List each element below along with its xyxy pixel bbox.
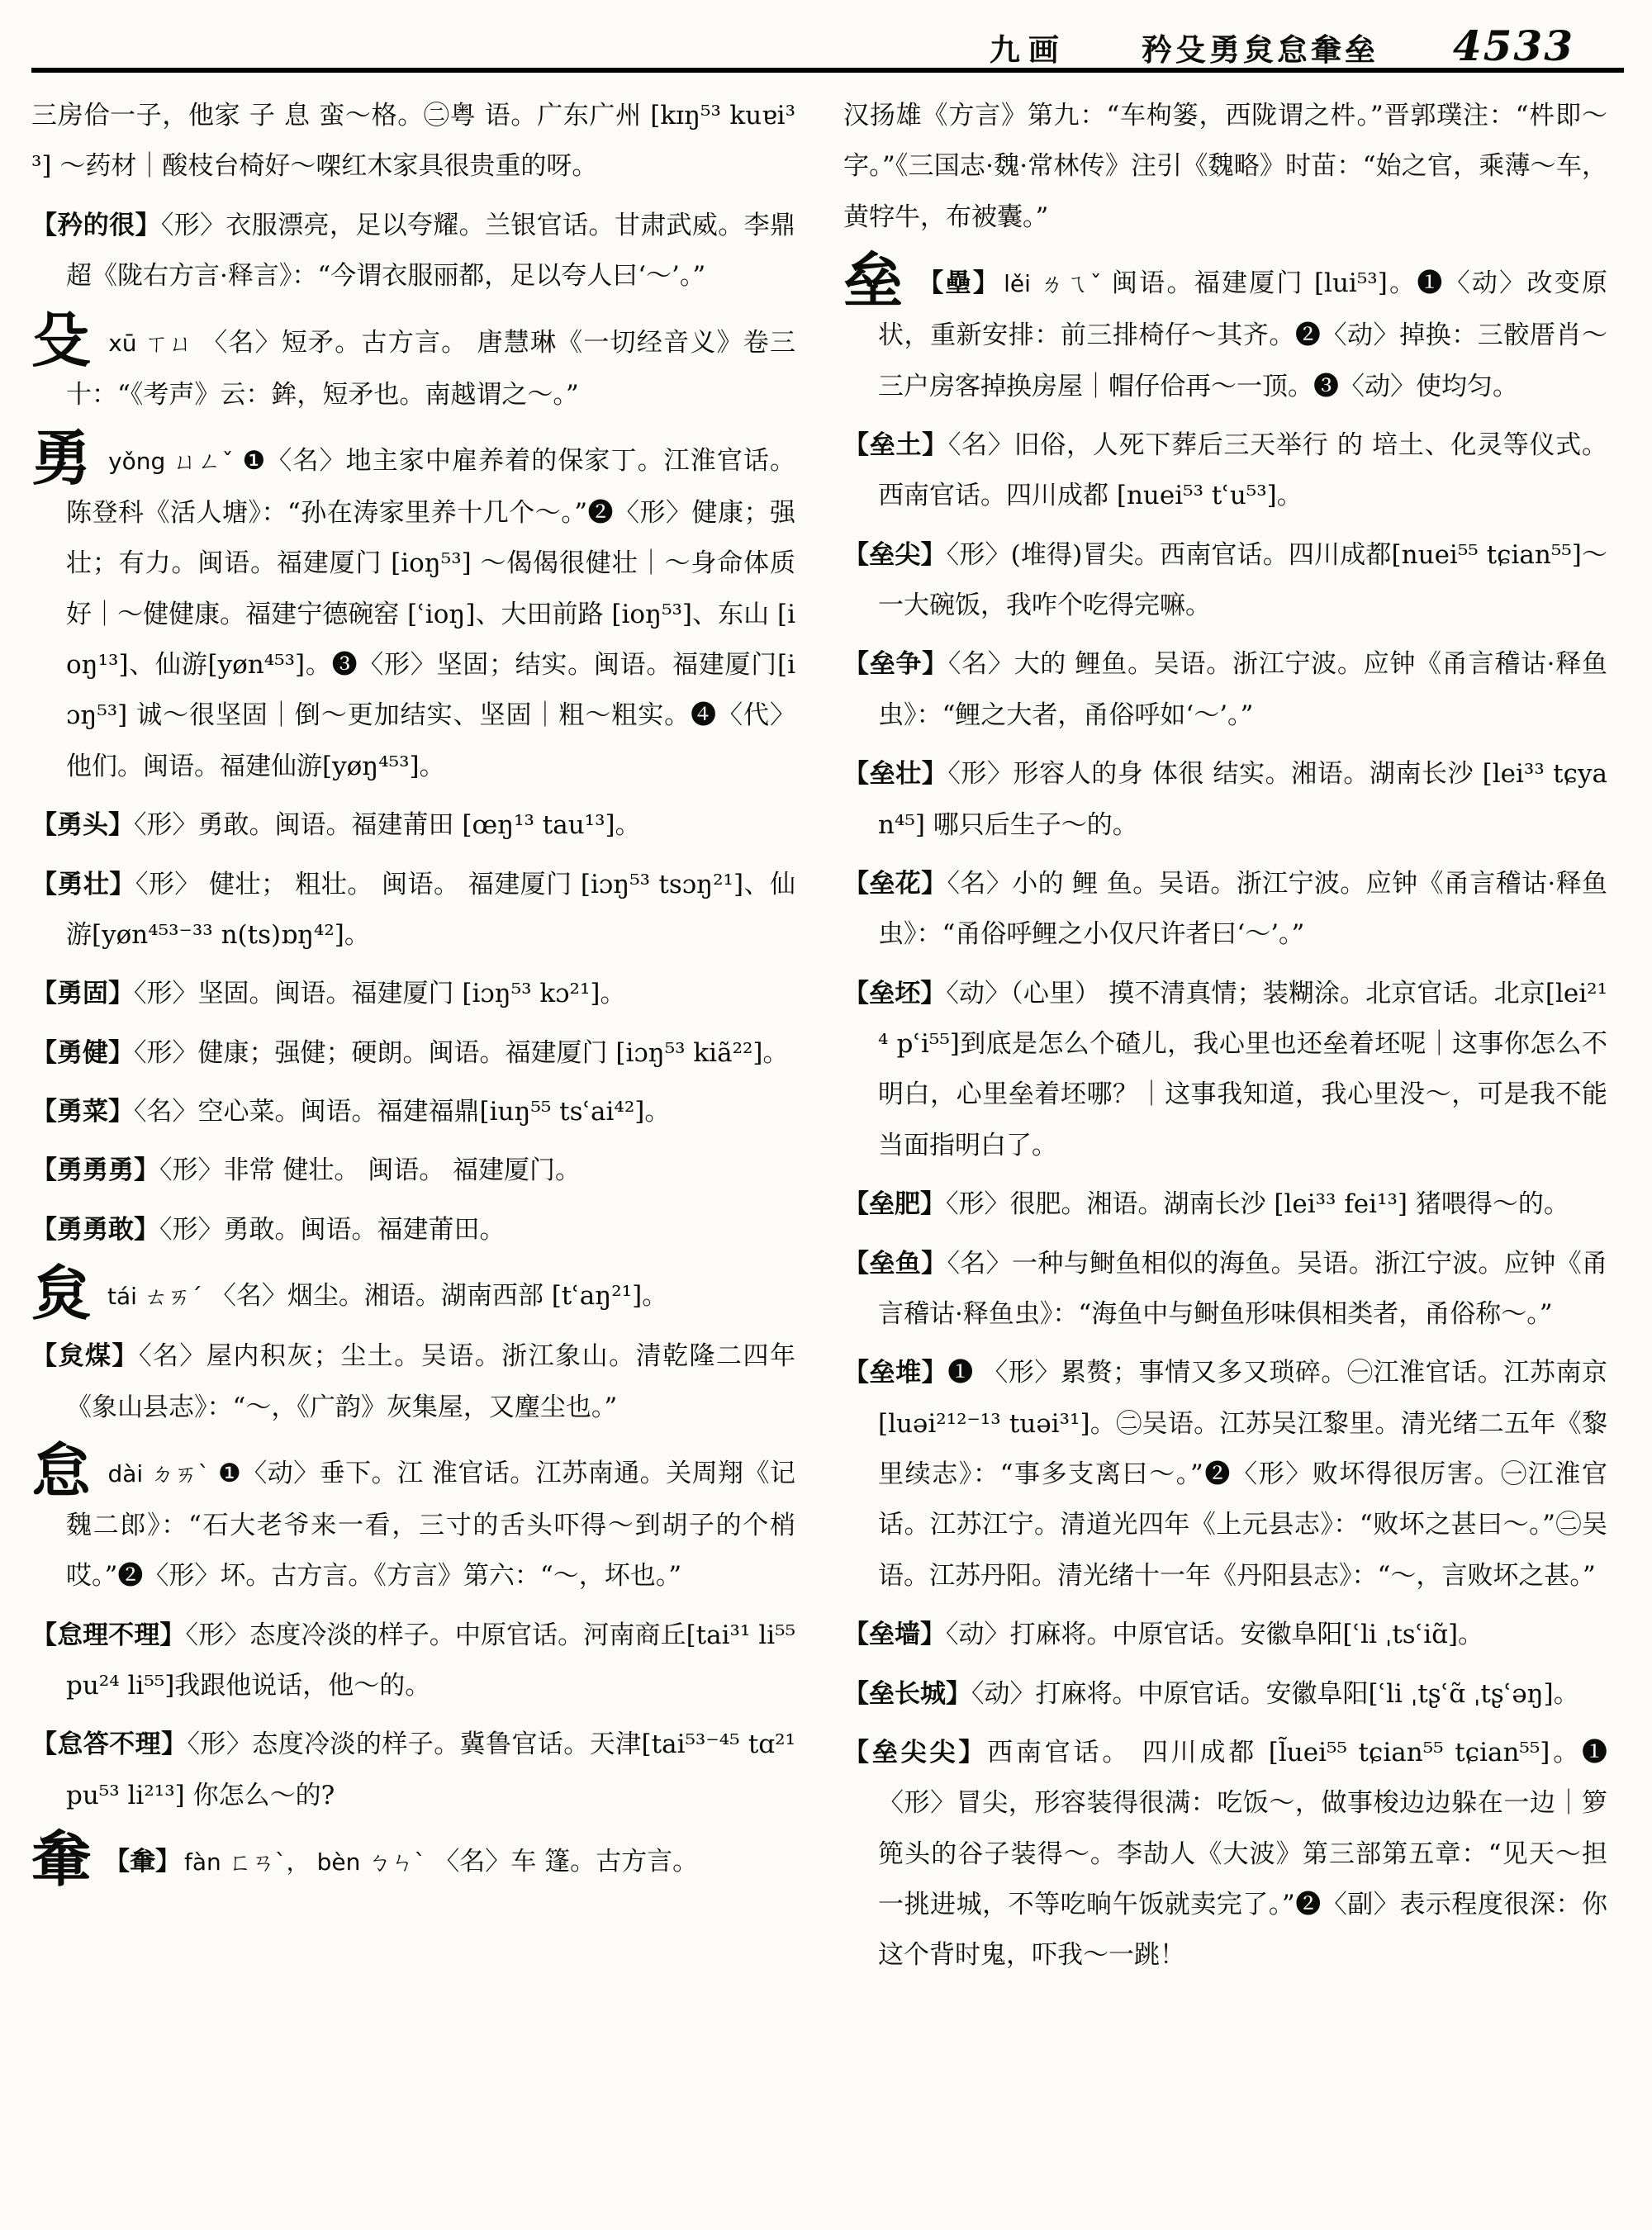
pronunciation: dài ㄉㄞˋ xyxy=(107,1459,210,1487)
entry-definition: 〈形〉 健壮； 粗壮。 闽语。 福建厦门 [iɔŋ⁵³ tsɔŋ²¹]、仙游[yøn⁴⁵³⁻³³ n(ts)ɒŋ⁴²]。 xyxy=(66,869,795,950)
entry-definition: 〈名〉烟尘。湘语。湖南西部 [tʿaŋ²¹]。 xyxy=(210,1281,668,1312)
entry-headword: 【垒尖】 xyxy=(843,539,947,570)
entry-headword: 【勇勇敢】 xyxy=(31,1214,159,1245)
entry-definition: 西南官话。 四川成都 [l̃uei⁵⁵ tɕian⁵⁵ tɕian⁵⁵]。❶〈形〉冒尖，形容装得很满：吃饭～，做事梭边边躲在一边｜箩篼头的谷子装得～。李劼人《大波》第三部第五章：“见天～担一挑进城，不等吃晌午饭就卖完了。”❷〈副〉表示程度很深：你这个背时鬼，吓我～一跳！ xyxy=(878,1737,1608,1971)
entry-headword: 【垒堆】 xyxy=(843,1358,948,1388)
dictionary-entry xyxy=(31,1824,795,1895)
entry-headword: 【壘】 xyxy=(918,268,1001,299)
entry-definition: 〈形〉很肥。湘语。湖南长沙 [lei³³ fei¹³] 猪喂得～的。 xyxy=(946,1189,1569,1220)
headword-character: 垒 xyxy=(843,245,905,316)
entry-headword: 【垒肥】 xyxy=(843,1189,946,1220)
entry-headword: 【垒鱼】 xyxy=(843,1248,947,1279)
entry-definition: 闽语。福建厦门 [lui⁵³]。❶〈动〉改变原状，重新安排：前三排椅仔～其齐。❷〈动〉掉换：三骹厝肖～三户房客掉换房屋｜帽仔佮再～一顶。❸〈动〉使均匀。 xyxy=(878,268,1607,401)
dictionary-entry xyxy=(843,420,1607,522)
entry-definition: 〈形〉非常 健壮。 闽语。 福建厦门。 xyxy=(159,1155,582,1186)
dictionary-entry xyxy=(31,1331,795,1433)
entry-continuation xyxy=(843,91,1607,243)
page-header xyxy=(31,8,1624,70)
dictionary-entry xyxy=(843,749,1607,851)
dictionary-entry xyxy=(31,304,795,420)
entry-definition: 〈形〉态度冷淡的样子。中原官话。河南商丘[tai³¹ li⁵⁵ pu²⁴ li⁵⁵]我跟他说话，他～的。 xyxy=(66,1620,795,1701)
entry-definition: 〈形〉勇敢。闽语。福建莆田。 xyxy=(159,1214,506,1245)
entry-definition: 〈名〉车 篷。古方言。 xyxy=(434,1847,699,1877)
pronunciation: xū ㄒㄩ xyxy=(108,329,194,357)
entry-headword: 【軬】 xyxy=(104,1847,182,1877)
entry-definition: 〈形〉(堆得)冒尖。西南官话。四川成都[nuei⁵⁵ tɕian⁵⁵]～一大碗饭，我咋个吃得完嘛。 xyxy=(878,539,1607,620)
entry-definition: 〈名〉大的 鲤鱼。吴语。浙江宁波。应钟《甬言稽诂·释鱼虫》：“鲤之大者，甬俗呼如‘～’。” xyxy=(878,649,1607,730)
right-column xyxy=(843,91,1607,1990)
dictionary-entry xyxy=(843,1610,1607,1660)
headword-character: 炱 xyxy=(31,1258,92,1329)
entry-headword: 【垒坯】 xyxy=(843,978,947,1008)
dictionary-entry xyxy=(31,1087,795,1137)
headword-character: 軬 xyxy=(31,1824,92,1895)
dictionary-entry xyxy=(843,1239,1607,1340)
dictionary-entry xyxy=(843,530,1607,632)
entry-definition: 三房佮一子，他家 子 息 蛮～格。㊁粤 语。广东广州 [kɪŋ⁵³ kuɐi³³] ～药材｜酸枝台椅好～㗎红木家具很贵重的呀。 xyxy=(31,101,795,182)
dictionary-entry xyxy=(31,800,795,851)
dictionary-entry xyxy=(843,1669,1607,1720)
entry-headword: 【垒花】 xyxy=(843,868,947,899)
entry-definition: 〈动〉打麻将。中原官话。安徽阜阳[ʿli ˌtʂʿɑ̃ ˌtʂʿəŋ]。 xyxy=(971,1678,1579,1709)
entry-headword: 【勇勇勇】 xyxy=(31,1155,159,1186)
dictionary-entry xyxy=(843,859,1607,961)
entry-definition: 〈名〉小的 鲤 鱼。吴语。浙江宁波。应钟《甬言稽诂·释鱼虫》：“甬俗呼鲤之小仅尺许者曰‘～’。” xyxy=(878,868,1608,950)
entry-definition: 〈形〉衣服漂亮，足以夸耀。兰银官话。甘肃武威。李鼎超《陇右方言·释言》：“今谓衣服丽都，足以夸人曰‘～’。” xyxy=(66,210,795,292)
entry-definition: 〈动〉（心里） 摸不清真情；装糊涂。北京官话。北京[lei²¹⁴ pʿi⁵⁵]到底是怎么个碴儿，我心里也还垒着坯呢｜这事你怎么不明白，心里垒着坯哪？｜这事我知道，我心里没～，可是我不能当面指明白了。 xyxy=(878,978,1607,1160)
dictionary-entry xyxy=(843,969,1607,1172)
header-divider xyxy=(31,68,1624,73)
entry-headword: 【勇健】 xyxy=(31,1037,134,1068)
entry-headword: 【炱煤】 xyxy=(31,1341,139,1372)
dictionary-entry xyxy=(31,969,795,1019)
dictionary-entry xyxy=(843,639,1607,741)
entry-definition: ❶〈名〉地主家中雇养着的保家丁。江淮官话。陈登科《活人塘》：“孙在涛家里养十几个～。”❷〈形〉健康；强壮；有力。闽语。福建厦门 [ioŋ⁵³] ～偈偈很健壮｜～身命体质好｜～健健康。福建宁德碗窑 [ʿioŋ]、大田前路 [ioŋ⁵³]、东山 [ioŋ¹³]、仙游[yøn⁴⁵³]。❸〈形〉坚固；结实。闽语。福建厦门[iɔŋ⁵³] 诚～很坚固｜倒～更加结实、坚固｜粗～粗实。❹〈代〉他们。闽语。福建仙游[yøŋ⁴⁵³]。 xyxy=(66,445,795,781)
entry-definition: 汉扬雄《方言》第九：“车枸篓，西陇谓之㭌。”晋郭璞注：“㭌即～字。”《三国志·魏·常林传》注引《魏略》时苗：“始之官，乘薄～车，黄牸牛，布被囊。” xyxy=(843,101,1607,232)
dictionary-entry xyxy=(31,1435,795,1602)
dictionary-entry xyxy=(843,1348,1607,1601)
entry-definition: 〈形〉坚固。闽语。福建厦门 [iɔŋ⁵³ kɔ²¹]。 xyxy=(134,979,626,1009)
entry-headword: 【勇菜】 xyxy=(31,1097,134,1127)
entry-continuation xyxy=(31,91,795,192)
entry-headword: 【垒长城】 xyxy=(843,1678,971,1709)
pronunciation: yǒng ㄩㄥˇ xyxy=(108,447,235,475)
entry-headword: 【怠答不理】 xyxy=(31,1729,188,1760)
entry-headword: 【垒争】 xyxy=(843,649,948,680)
dictionary-entry xyxy=(843,245,1607,412)
entry-definition: 〈名〉一种与鲥鱼相似的海鱼。吴语。浙江宁波。应钟《甬言稽诂·释鱼虫》：“海鱼中与鲥鱼形味俱相类者，甬俗称～。” xyxy=(878,1248,1608,1329)
entry-definition: 〈名〉旧俗，人死下葬后三天举行 的 培土、化灵等仪式。西南官话。四川成都 [nuei⁵³ tʿu⁵³]。 xyxy=(878,429,1607,511)
pronunciation: fàn ㄈㄢˋ， bèn ㄅㄣˋ xyxy=(184,1848,426,1877)
entry-definition: 〈名〉屋内积灰；尘土。吴语。浙江象山。清乾隆二四年《象山县志》：“～，《广韵》灰集屋，又麈尘也。” xyxy=(66,1341,796,1422)
headword-character: 勇 xyxy=(31,422,93,493)
dictionary-entry xyxy=(31,1146,795,1196)
dictionary-entry xyxy=(31,1611,795,1712)
page-number: 4533 xyxy=(1452,21,1574,70)
entry-definition: ❶ 〈形〉累赘；事情又多又琐碎。㊀江淮官话。江苏南京[luəi²¹²⁻¹³ tuəi³¹]。㊁吴语。江苏吴江黎里。清光绪二五年《黎里续志》：“事多支离曰～。”❷〈形〉败坏得很厉害。㊀江淮官话。江苏江宁。清道光四年《上元县志》：“败坏之甚曰～。”㊁吴语。江苏丹阳。清光绪十一年《丹阳县志》：“～，言败坏之甚。” xyxy=(878,1358,1608,1591)
entry-definition: ❶〈动〉垂下。江 淮官话。江苏南通。关周翔《记魏二郎》：“石大老爷来一看，三寸的舌头吓得～到胡子的个梢哎。”❷〈形〉坏。古方言。《方言》第六：“～，坏也。” xyxy=(66,1458,795,1592)
entry-definition: 〈形〉形容人的身 体很 结实。湘语。湖南长沙 [lei³³ tɕyan⁴⁵] 哪只后生子～的。 xyxy=(878,759,1607,840)
entry-definition: 〈形〉健康；强健；硬朗。闽语。福建厦门 [iɔŋ⁵³ kiã²²]。 xyxy=(134,1037,789,1068)
dictionary-entry xyxy=(31,201,795,302)
entry-headword: 【怠理不理】 xyxy=(31,1620,186,1650)
dictionary-entry xyxy=(31,1258,795,1329)
pronunciation: tái ㄊㄞˊ xyxy=(107,1283,202,1311)
dictionary-entry xyxy=(31,1028,795,1079)
entry-headword: 【垒土】 xyxy=(843,429,948,460)
dictionary-entry xyxy=(31,422,795,792)
entry-headword: 【勇头】 xyxy=(31,810,134,841)
entry-definition: 〈动〉打麻将。中原官话。安徽阜阳[ʿli ˌtsʿiɑ̃]。 xyxy=(946,1620,1484,1650)
entry-definition: 〈形〉勇敢。闽语。福建莆田 [œŋ¹³ tau¹³]。 xyxy=(134,810,641,841)
entry-headword: 【垒墙】 xyxy=(843,1620,946,1650)
left-column xyxy=(31,91,795,1990)
dictionary-entry xyxy=(31,1205,795,1255)
entry-headword: 【垒尖尖】 xyxy=(843,1737,988,1767)
headword-index: 矜殳勇炱怠軬垒 xyxy=(1141,31,1379,68)
pronunciation: lěi ㄌㄟˇ xyxy=(1004,270,1104,298)
dictionary-entry xyxy=(31,860,795,961)
entry-definition: 〈形〉态度冷淡的样子。冀鲁官话。天津[tai⁵³⁻⁴⁵ tɑ²¹ pu⁵³ li²¹³] 你怎么～的? xyxy=(66,1729,796,1810)
entry-headword: 【勇固】 xyxy=(31,979,134,1009)
entry-headword: 【矜的很】 xyxy=(31,210,161,240)
two-column-body xyxy=(31,91,1624,1990)
headword-character: 殳 xyxy=(31,304,93,375)
entry-definition: 〈名〉短矛。古方言。 唐慧琳《一切经音义》卷三十：“《考声》云：鉾，短矛也。南越谓之～。” xyxy=(66,327,795,410)
dictionary-entry xyxy=(843,1728,1607,1981)
stroke-section-label: 九画 xyxy=(989,31,1067,68)
headword-character: 怠 xyxy=(31,1435,92,1506)
dictionary-entry xyxy=(843,1179,1607,1230)
entry-definition: 〈名〉空心菜。闽语。福建福鼎[iuŋ⁵⁵ tsʿai⁴²]。 xyxy=(134,1097,671,1127)
entry-headword: 【勇壮】 xyxy=(31,869,135,899)
entry-headword: 【垒壮】 xyxy=(843,759,948,790)
dictionary-entry xyxy=(31,1720,795,1821)
